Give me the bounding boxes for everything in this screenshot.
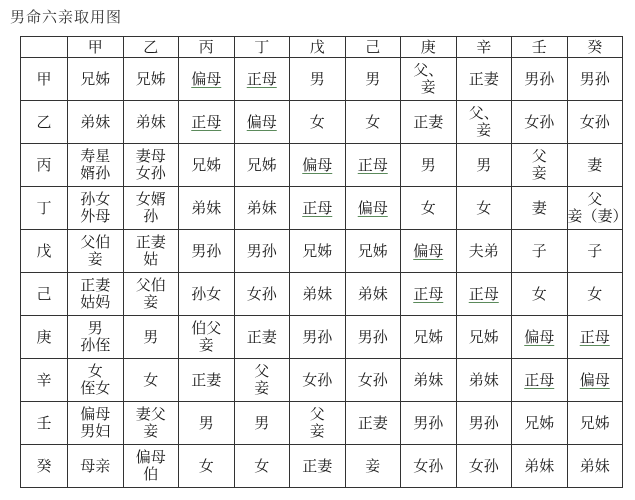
table-cell	[290, 230, 346, 273]
cell-line: 弟妹	[80, 112, 111, 131]
cell-line: 兄姊	[191, 155, 222, 174]
cell-line: 偏母	[135, 448, 166, 466]
cell-line: 男孙	[302, 327, 333, 346]
table-cell	[234, 230, 290, 273]
table-cell	[401, 144, 457, 187]
cell-line: 正母	[579, 327, 610, 346]
cell-line: 女	[531, 284, 547, 303]
table-cell	[345, 445, 401, 488]
cell-line: 孙女	[191, 284, 222, 303]
cell-line: 正妻	[246, 327, 277, 346]
cell-line: 女	[198, 456, 214, 475]
relations-table	[20, 36, 628, 488]
table-cell	[179, 144, 235, 187]
cell-line: 女孙	[135, 164, 166, 182]
table-cell	[567, 445, 623, 488]
row-header: 戊	[21, 230, 68, 273]
column-header: 戊	[290, 37, 346, 58]
table-row	[21, 230, 623, 273]
table-cell	[234, 273, 290, 316]
table-cell	[345, 359, 401, 402]
table-cell	[234, 402, 290, 445]
cell-line: 正妻	[357, 413, 388, 432]
table-cell	[68, 402, 124, 445]
cell-line: 孙	[143, 207, 159, 225]
cell-line: 父伯	[80, 233, 111, 251]
cell-line: 正母	[246, 69, 277, 88]
cell-line: 弟妹	[302, 284, 333, 303]
table-row	[21, 359, 623, 402]
cell-line: 正母	[468, 284, 499, 303]
cell-line: 父	[254, 362, 270, 380]
cell-line: 正母	[357, 155, 388, 174]
cell-line: 父、	[468, 104, 499, 122]
table-cell	[512, 445, 568, 488]
cell-line: 妾	[420, 78, 436, 96]
cell-line: 男孙	[191, 241, 222, 260]
table-cell	[123, 144, 179, 187]
cell-line: 女孙	[357, 370, 388, 389]
column-header: 乙	[123, 37, 179, 58]
row-header: 甲	[21, 58, 68, 101]
cell-line: 兄姊	[357, 241, 388, 260]
cell-line: 偏母	[579, 370, 610, 389]
table-cell	[234, 445, 290, 488]
table-cell	[401, 230, 457, 273]
table-cell	[345, 187, 401, 230]
table-cell	[290, 144, 346, 187]
cell-line: 姑	[143, 250, 159, 268]
table-cell	[123, 187, 179, 230]
table-cell	[512, 144, 568, 187]
table-cell	[401, 273, 457, 316]
table-cell	[123, 230, 179, 273]
table-cell	[123, 402, 179, 445]
table-cell	[567, 316, 623, 359]
row-header: 庚	[21, 316, 68, 359]
table-cell	[179, 316, 235, 359]
cell-line: 妻父	[135, 405, 166, 423]
table-cell	[179, 58, 235, 101]
cell-line: 伯父	[191, 319, 222, 337]
cell-line: 女孙	[524, 112, 555, 131]
cell-line: 正妻	[135, 233, 166, 251]
table-cell	[123, 445, 179, 488]
cell-line: 男妇	[80, 422, 111, 440]
row-header: 丁	[21, 187, 68, 230]
cell-line: 夫弟	[468, 241, 499, 260]
cell-line: 弟妹	[524, 456, 555, 475]
table-cell	[512, 58, 568, 101]
table-cell	[567, 144, 623, 187]
cell-line: 父	[587, 190, 603, 208]
table-cell	[456, 101, 512, 144]
table-cell	[456, 273, 512, 316]
cell-line: 正妻	[191, 370, 222, 389]
table-cell	[345, 101, 401, 144]
column-header: 丙	[179, 37, 235, 58]
cell-line: 母亲	[80, 456, 111, 475]
cell-line: 妻	[531, 198, 547, 217]
cell-line: 妾	[254, 379, 270, 397]
cell-line: 兄姊	[468, 327, 499, 346]
column-header: 癸	[567, 37, 623, 58]
row-header: 癸	[21, 445, 68, 488]
table-cell	[68, 445, 124, 488]
table-row	[21, 445, 623, 488]
cell-line: 妾	[476, 121, 492, 139]
table-cell	[179, 445, 235, 488]
table-cell	[567, 273, 623, 316]
table-cell	[512, 273, 568, 316]
table-cell	[290, 187, 346, 230]
cell-line: 妾	[531, 164, 547, 182]
cell-line: 女	[365, 112, 381, 131]
table-cell	[512, 187, 568, 230]
cell-line: 兄姊	[135, 69, 166, 88]
table-cell	[456, 359, 512, 402]
page-title: 男命六亲取用图	[10, 8, 123, 26]
cell-line: 兄姊	[246, 155, 277, 174]
cell-line: 兄姊	[413, 327, 444, 346]
cell-line: 正妻	[413, 112, 444, 131]
cell-line: 父、	[413, 61, 444, 79]
table-cell	[512, 316, 568, 359]
table-header-row	[21, 37, 623, 58]
table-cell	[456, 230, 512, 273]
cell-line: 女	[309, 112, 325, 131]
cell-line: 男	[420, 155, 436, 174]
cell-line: 妾	[143, 293, 159, 311]
cell-line: 弟妹	[191, 198, 222, 217]
cell-line: 弟妹	[135, 112, 166, 131]
cell-line: 女婿	[135, 190, 166, 208]
cell-line: 子	[531, 241, 547, 260]
cell-line: 男孙	[413, 413, 444, 432]
cell-line: 女孙	[468, 456, 499, 475]
cell-line: 妾	[365, 456, 381, 475]
cell-line: 孙侄	[80, 336, 111, 354]
cell-line: 弟妹	[413, 370, 444, 389]
cell-line: 兄姊	[80, 69, 111, 88]
table-cell	[345, 402, 401, 445]
table-cell	[290, 316, 346, 359]
cell-line: 女孙	[302, 370, 333, 389]
table-cell	[123, 101, 179, 144]
table-row	[21, 144, 623, 187]
table-cell	[456, 402, 512, 445]
cell-line: 偏母	[80, 405, 111, 423]
cell-line: 寿星	[80, 147, 111, 165]
cell-line: 正母	[413, 284, 444, 303]
cell-line: 偏母	[524, 327, 555, 346]
table-cell	[345, 58, 401, 101]
cell-line: 父	[531, 147, 547, 165]
table-cell	[567, 359, 623, 402]
table-cell	[401, 187, 457, 230]
table-cell	[512, 359, 568, 402]
cell-line: 女	[87, 362, 103, 380]
table-row	[21, 58, 623, 101]
table-cell	[401, 445, 457, 488]
table-cell	[68, 144, 124, 187]
table-cell	[68, 316, 124, 359]
table-cell	[567, 230, 623, 273]
table-cell	[179, 402, 235, 445]
cell-line: 偏母	[191, 69, 222, 88]
table-cell	[123, 359, 179, 402]
row-header: 乙	[21, 101, 68, 144]
table-cell	[456, 58, 512, 101]
cell-line: 侄女	[80, 379, 111, 397]
cell-line: 男孙	[357, 327, 388, 346]
cell-line: 女孙	[246, 284, 277, 303]
cell-line: 弟妹	[579, 456, 610, 475]
table-cell	[456, 187, 512, 230]
row-header: 辛	[21, 359, 68, 402]
table-cell	[567, 101, 623, 144]
table-cell	[290, 101, 346, 144]
cell-line: 女孙	[579, 112, 610, 131]
table-cell	[345, 230, 401, 273]
table-cell	[68, 273, 124, 316]
column-header: 丁	[234, 37, 290, 58]
table-cell	[401, 402, 457, 445]
cell-line: 女	[254, 456, 270, 475]
cell-line: 女	[587, 284, 603, 303]
cell-line: 妻母	[135, 147, 166, 165]
cell-line: 偏母	[413, 241, 444, 260]
table-cell	[345, 273, 401, 316]
table-cell	[567, 187, 628, 230]
cell-line: 男	[476, 155, 492, 174]
cell-line: 女	[420, 198, 436, 217]
table-cell	[234, 58, 290, 101]
table-row	[21, 101, 623, 144]
cell-line: 妾	[87, 250, 103, 268]
cell-line: 伯	[143, 465, 159, 483]
table-cell	[68, 359, 124, 402]
cell-line: 妾	[143, 422, 159, 440]
cell-line: 男孙	[524, 69, 555, 88]
cell-line: 妾	[198, 336, 214, 354]
table-cell	[345, 144, 401, 187]
table-cell	[567, 58, 623, 101]
cell-line: 偏母	[357, 198, 388, 217]
table-row	[21, 316, 623, 359]
cell-line: 偏母	[302, 155, 333, 174]
table-cell	[68, 58, 124, 101]
corner-cell	[21, 37, 68, 58]
table-cell	[401, 101, 457, 144]
cell-line: 女	[476, 198, 492, 217]
cell-line: 姑妈	[80, 293, 111, 311]
table-cell	[401, 316, 457, 359]
cell-line: 女孙	[413, 456, 444, 475]
table-cell	[123, 273, 179, 316]
cell-line: 父伯	[135, 276, 166, 294]
table-cell	[512, 101, 568, 144]
table-cell	[234, 359, 290, 402]
table-cell	[234, 187, 290, 230]
cell-line: 男	[143, 327, 159, 346]
table-cell	[290, 445, 346, 488]
table-cell	[290, 402, 346, 445]
cell-line: 男	[87, 319, 103, 337]
table-cell	[68, 187, 124, 230]
cell-line: 外母	[80, 207, 111, 225]
table-cell	[234, 101, 290, 144]
table-cell	[179, 273, 235, 316]
column-header: 庚	[401, 37, 457, 58]
column-header: 甲	[68, 37, 124, 58]
table-row	[21, 187, 623, 230]
cell-line: 兄姊	[524, 413, 555, 432]
row-header: 己	[21, 273, 68, 316]
table-row	[21, 273, 623, 316]
cell-line: 妾（妻）	[567, 207, 628, 225]
cell-line: 正妻	[80, 276, 111, 294]
table-cell	[123, 316, 179, 359]
table-cell	[179, 230, 235, 273]
table-cell	[290, 58, 346, 101]
cell-line: 父	[309, 405, 325, 423]
table-cell	[234, 144, 290, 187]
table-cell	[179, 101, 235, 144]
cell-line: 弟妹	[468, 370, 499, 389]
cell-line: 婿孙	[80, 164, 111, 182]
cell-line: 男孙	[246, 241, 277, 260]
cell-line: 正母	[524, 370, 555, 389]
cell-line: 正妻	[468, 69, 499, 88]
table-cell	[179, 187, 235, 230]
cell-line: 正母	[191, 112, 222, 131]
column-header: 辛	[456, 37, 512, 58]
column-header: 己	[345, 37, 401, 58]
table-cell	[290, 359, 346, 402]
table-cell	[179, 359, 235, 402]
cell-line: 兄姊	[302, 241, 333, 260]
table-cell	[401, 359, 457, 402]
table-cell	[68, 230, 124, 273]
cell-line: 男	[198, 413, 214, 432]
cell-line: 偏母	[246, 112, 277, 131]
cell-line: 妾	[309, 422, 325, 440]
table-cell	[456, 316, 512, 359]
table-cell	[345, 316, 401, 359]
cell-line: 女	[143, 370, 159, 389]
table-cell	[456, 144, 512, 187]
table-cell	[401, 58, 457, 101]
table-cell	[290, 273, 346, 316]
column-header: 壬	[512, 37, 568, 58]
cell-line: 男孙	[468, 413, 499, 432]
cell-line: 正妻	[302, 456, 333, 475]
table-row	[21, 402, 623, 445]
cell-line: 男孙	[579, 69, 610, 88]
table-cell	[567, 402, 623, 445]
cell-line: 男	[309, 69, 325, 88]
cell-line: 男	[254, 413, 270, 432]
table-cell	[512, 230, 568, 273]
cell-line: 弟妹	[357, 284, 388, 303]
cell-line: 正母	[302, 198, 333, 217]
table-cell	[512, 402, 568, 445]
row-header: 丙	[21, 144, 68, 187]
cell-line: 妻	[587, 155, 603, 174]
cell-line: 子	[587, 241, 603, 260]
table-cell	[234, 316, 290, 359]
cell-line: 男	[365, 69, 381, 88]
cell-line: 孙女	[80, 190, 111, 208]
table-cell	[68, 101, 124, 144]
table-cell	[123, 58, 179, 101]
table-body	[21, 58, 628, 488]
table-cell	[456, 445, 512, 488]
cell-line: 弟妹	[246, 198, 277, 217]
row-header: 壬	[21, 402, 68, 445]
cell-line: 兄姊	[579, 413, 610, 432]
